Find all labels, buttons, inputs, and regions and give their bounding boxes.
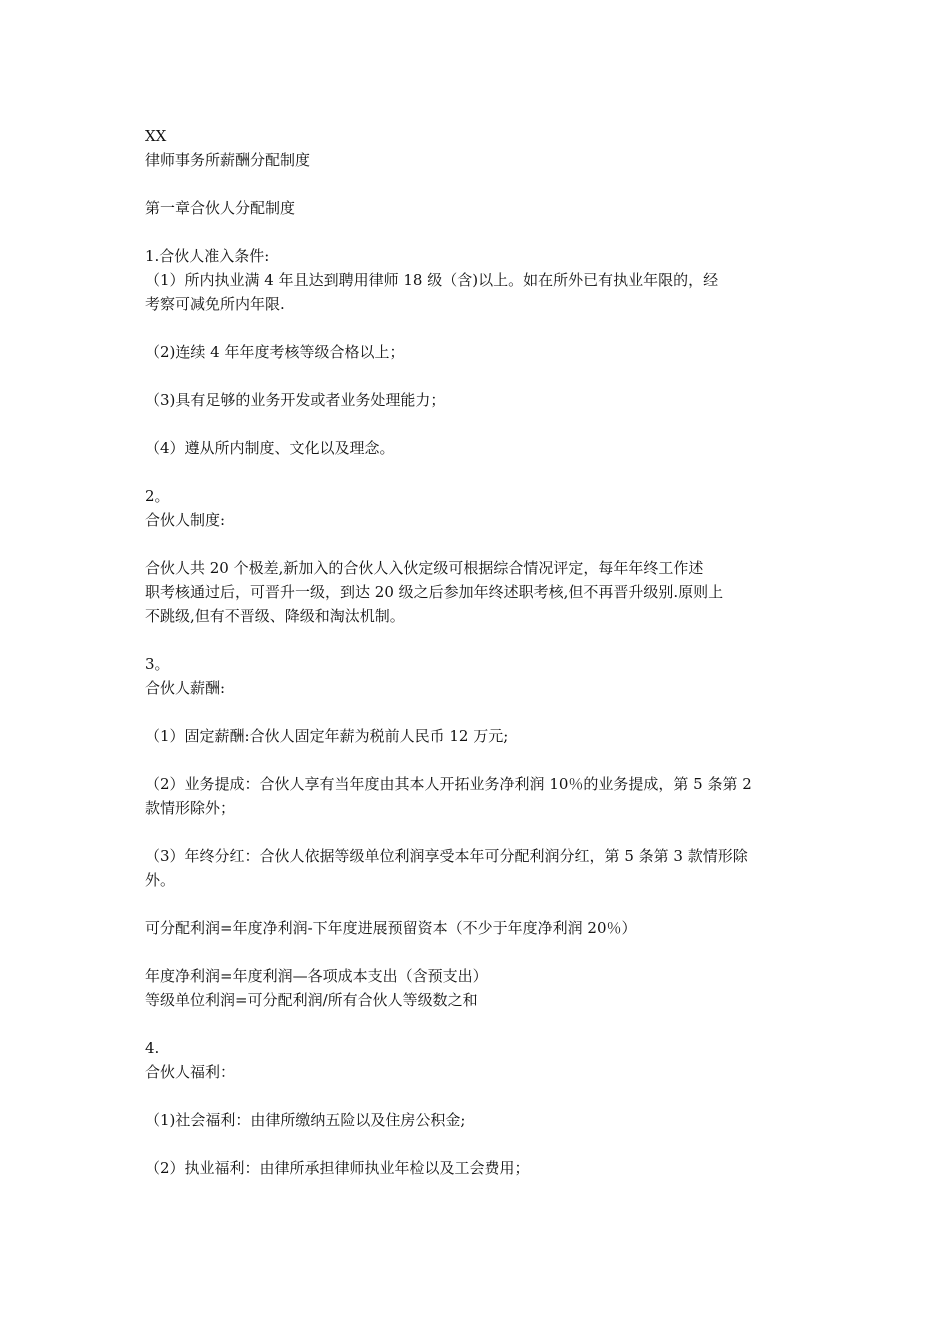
- blank-line: [145, 940, 810, 964]
- formula-line: 年度净利润=年度利润—各项成本支出（含预支出）: [145, 967, 488, 985]
- blank-line: [145, 1012, 810, 1036]
- section-number-3: 3。: [145, 655, 170, 673]
- title-prefix: XX: [145, 127, 167, 145]
- paragraph-line: （4）遵从所内制度、文化以及理念。: [145, 439, 395, 457]
- document-body: [145, 124, 810, 1180]
- paragraph-line: （1)社会福利：由律所缴纳五险以及住房公积金;: [145, 1111, 466, 1129]
- blank-line: [145, 460, 810, 484]
- blank-line: [145, 532, 810, 556]
- blank-line: [145, 364, 810, 388]
- section-number-2: 2。: [145, 487, 170, 505]
- formula-line: 等级单位利润=可分配利润/所有合伙人等级数之和: [145, 991, 478, 1009]
- paragraph-line: （2）执业福利：由律所承担律师执业年检以及工会费用；: [145, 1159, 530, 1177]
- chapter-heading: 第一章合伙人分配制度: [145, 199, 296, 217]
- blank-line: [145, 172, 810, 196]
- formula-line: 可分配利润=年度净利润-下年度进展预留资本（不少于年度净利润 20％）: [145, 919, 637, 937]
- section-number-4: 4.: [145, 1039, 160, 1057]
- paragraph-line: 考察可减免所内年限.: [145, 295, 285, 313]
- paragraph-line: （2）业务提成：合伙人享有当年度由其本人开拓业务净利润 10％的业务提成，第 5 条第 2: [145, 775, 752, 793]
- paragraph-line: 不跳级,但有不晋级、降级和淘汰机制。: [145, 607, 405, 625]
- paragraph-line: （3）年终分红：合伙人依据等级单位利润享受本年可分配利润分红，第 5 条第 3 款情形除: [145, 847, 748, 865]
- blank-line: [145, 892, 810, 916]
- paragraph-line: （1）所内执业满 4 年且达到聘用律师 18 级（含)以上。如在所外已有执业年限的，经: [145, 271, 719, 289]
- paragraph-line: （3)具有足够的业务开发或者业务处理能力；: [145, 391, 446, 409]
- section-heading-4: 合伙人福利：: [145, 1063, 236, 1081]
- blank-line: [145, 220, 810, 244]
- blank-line: [145, 316, 810, 340]
- section-heading-1: 1.合伙人准入条件:: [145, 247, 270, 265]
- paragraph-line: 合伙人共 20 个极差,新加入的合伙人入伙定级可根据综合情况评定，每年年终工作述: [145, 559, 704, 577]
- blank-line: [145, 820, 810, 844]
- paragraph-line: 款情形除外；: [145, 799, 236, 817]
- paragraph-line: （1）固定薪酬:合伙人固定年薪为税前人民币 12 万元;: [145, 727, 509, 745]
- section-heading-3: 合伙人薪酬:: [145, 679, 226, 697]
- paragraph-line: （2)连续 4 年年度考核等级合格以上；: [145, 343, 405, 361]
- paragraph-line: 外。: [145, 871, 176, 889]
- blank-line: [145, 700, 810, 724]
- document-title: 律师事务所薪酬分配制度: [145, 151, 311, 169]
- blank-line: [145, 1084, 810, 1108]
- blank-line: [145, 628, 810, 652]
- blank-line: [145, 412, 810, 436]
- blank-line: [145, 1132, 810, 1156]
- section-heading-2: 合伙人制度:: [145, 511, 226, 529]
- blank-line: [145, 748, 810, 772]
- paragraph-line: 职考核通过后，可晋升一级，到达 20 级之后参加年终述职考核,但不再晋升级别.原则上: [145, 583, 724, 601]
